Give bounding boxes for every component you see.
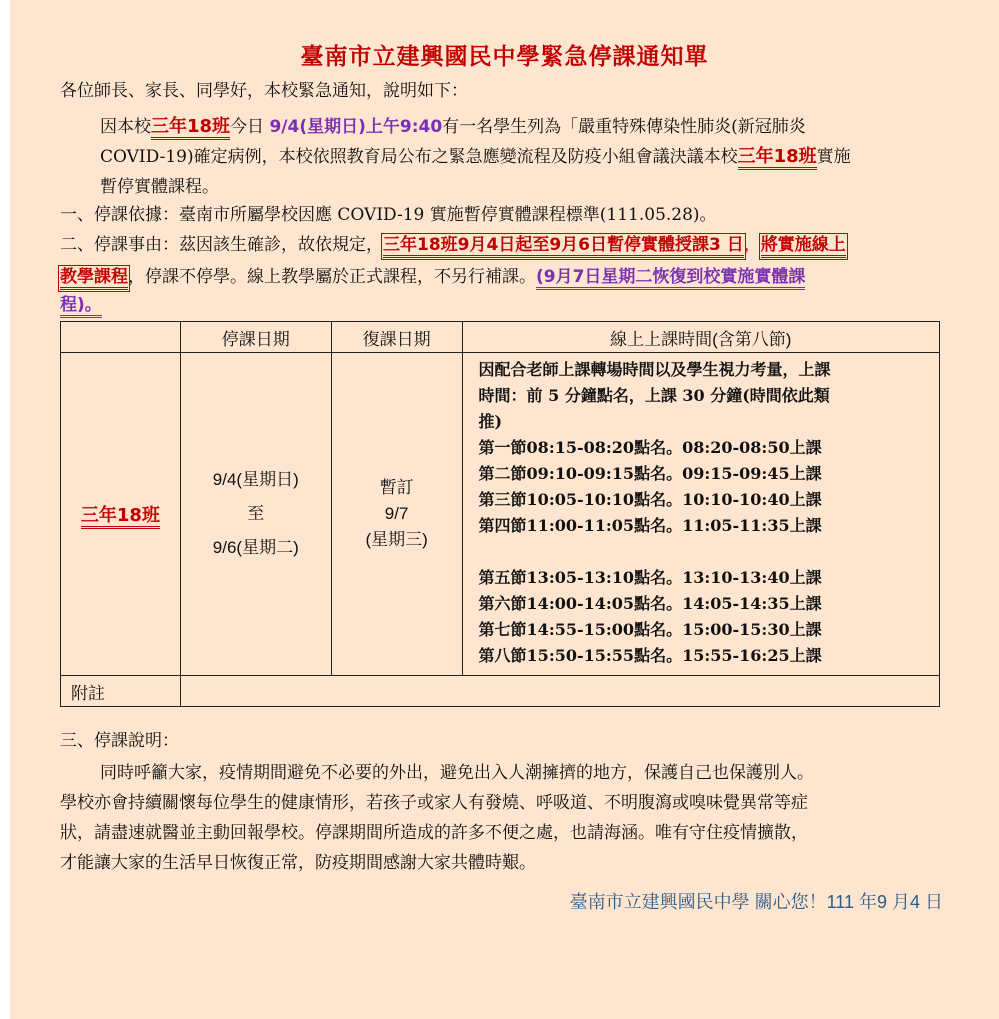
class-cell [61, 353, 181, 676]
item1-basis: 一、停課依據：臺南市所屬學校因應 COVID-19 實施暫停實體課程標準(111.05.28)。 [60, 205, 717, 225]
para1-line2 [100, 144, 851, 170]
datetime-highlight: 9/4(星期日)上午9:40 [269, 117, 443, 137]
item3-line-3: 狀，請盡速就醫並主動回報學校。停課期間所造成的許多不便之處，也請海涵。唯有守住疫情擴散， [60, 823, 808, 843]
notice-title: 臺南市立建興國民中學緊急停課通知單 [300, 43, 709, 70]
table-header-row [61, 322, 940, 353]
class-name: 三年18班 [81, 505, 160, 529]
header-online-time: 線上上課時間(含第八節) [462, 322, 939, 353]
suspension-period-highlight: 三年18班9月4日起至9月6日暫停實體授課3 日 [383, 235, 744, 258]
resume-date-cell [331, 353, 462, 676]
para1-text-e: 實施 [816, 147, 851, 167]
header-blank [61, 322, 181, 353]
item3-line-4: 才能讓大家的生活早日恢復正常，防疫期間感謝大家共體時艱。 [60, 853, 536, 873]
item3-line-2: 學校亦會持續關懷每位學生的健康情形，若孩子或家人有發燒、呼吸道、不明腹瀉或嗅味覺異常等症 [60, 793, 808, 813]
time-intro-3: 推) [478, 412, 503, 431]
online-teaching-highlight-1: 將實施線上 [761, 235, 846, 258]
resume-date: 9/7 [384, 504, 409, 523]
para1-text-d: COVID-19)確定病例，本校依照教育局公布之緊急應變流程及防疫小組會議決議本校 [100, 147, 738, 167]
item2-line3 [60, 292, 102, 318]
table-note-row [61, 676, 940, 707]
note-value [180, 676, 939, 707]
period-2: 第二節09:10-09:15點名。09:15-09:45上課 [478, 464, 822, 483]
footer-signature: 臺南市立建興國民中學 關心您！111 年9 月4 日 [569, 892, 943, 912]
item2-text-a: 二、停課事由：茲因該生確診，故依規定， [60, 235, 383, 255]
para1-text-b: 今日 [230, 117, 270, 137]
stop-date-start: 9/4(星期日) [212, 470, 299, 489]
online-time-cell [462, 353, 939, 676]
item3-line-1: 同時呼籲大家，疫情期間避免不必要的外出，避免出入人潮擁擠的地方，保護自己也保護別人。 [100, 763, 814, 783]
note-label: 附註 [61, 676, 181, 707]
header-stop-date: 停課日期 [180, 322, 331, 353]
period-1: 第一節08:15-08:20點名。08:20-08:50上課 [478, 438, 822, 457]
item3-heading: 三、停課說明： [60, 731, 179, 751]
para1-text-a: 因本校 [100, 117, 151, 137]
period-8: 第八節15:50-15:55點名。15:55-16:25上課 [478, 646, 822, 665]
resume-highlight-1: (9月7日星期二恢復到校實施實體課 [536, 267, 805, 290]
stop-date-cell [180, 353, 331, 676]
item2-separator: ， [743, 235, 761, 255]
table-row [61, 353, 940, 676]
resume-weekday: (星期三) [365, 530, 428, 549]
greeting: 各位師長、家長、同學好，本校緊急通知，說明如下： [60, 81, 468, 101]
period-6: 第六節14:00-14:05點名。14:05-14:35上課 [478, 594, 822, 613]
time-intro-2: 時間：前 5 分鐘點名，上課 30 分鐘(時間依此類 [478, 386, 830, 405]
para1-line3: 暫停實體課程。 [100, 177, 219, 197]
item2-line2 [60, 264, 805, 290]
para1-line1 [100, 114, 806, 140]
period-3: 第三節10:05-10:10點名。10:10-10:40上課 [478, 490, 822, 509]
online-teaching-highlight-2: 教學課程 [60, 267, 128, 290]
stop-date-end: 9/6(星期二) [212, 538, 299, 557]
class-highlight-1: 三年18班 [151, 116, 230, 140]
resume-highlight-2: 程)。 [60, 295, 102, 318]
notice-page [10, 0, 999, 1019]
para1-text-c: 有一名學生列為「嚴重特殊傳染性肺炎(新冠肺炎 [442, 117, 806, 137]
header-resume-date: 復課日期 [331, 322, 462, 353]
period-7: 第七節14:55-15:00點名。15:00-15:30上課 [478, 620, 822, 639]
item2-text-b: ，停課不停學。線上教學屬於正式課程，不另行補課。 [128, 267, 536, 287]
class-highlight-2: 三年18班 [738, 146, 817, 170]
schedule-table [60, 321, 940, 707]
time-intro-1: 因配合老師上課轉場時間以及學生視力考量，上課 [478, 360, 831, 379]
period-gap [479, 539, 929, 565]
period-4: 第四節11:00-11:05點名。11:05-11:35上課 [478, 516, 822, 535]
period-5: 第五節13:05-13:10點名。13:10-13:40上課 [478, 568, 822, 587]
resume-tentative: 暫訂 [379, 478, 414, 497]
item2-line1 [60, 232, 846, 258]
stop-date-to: 至 [247, 504, 265, 523]
